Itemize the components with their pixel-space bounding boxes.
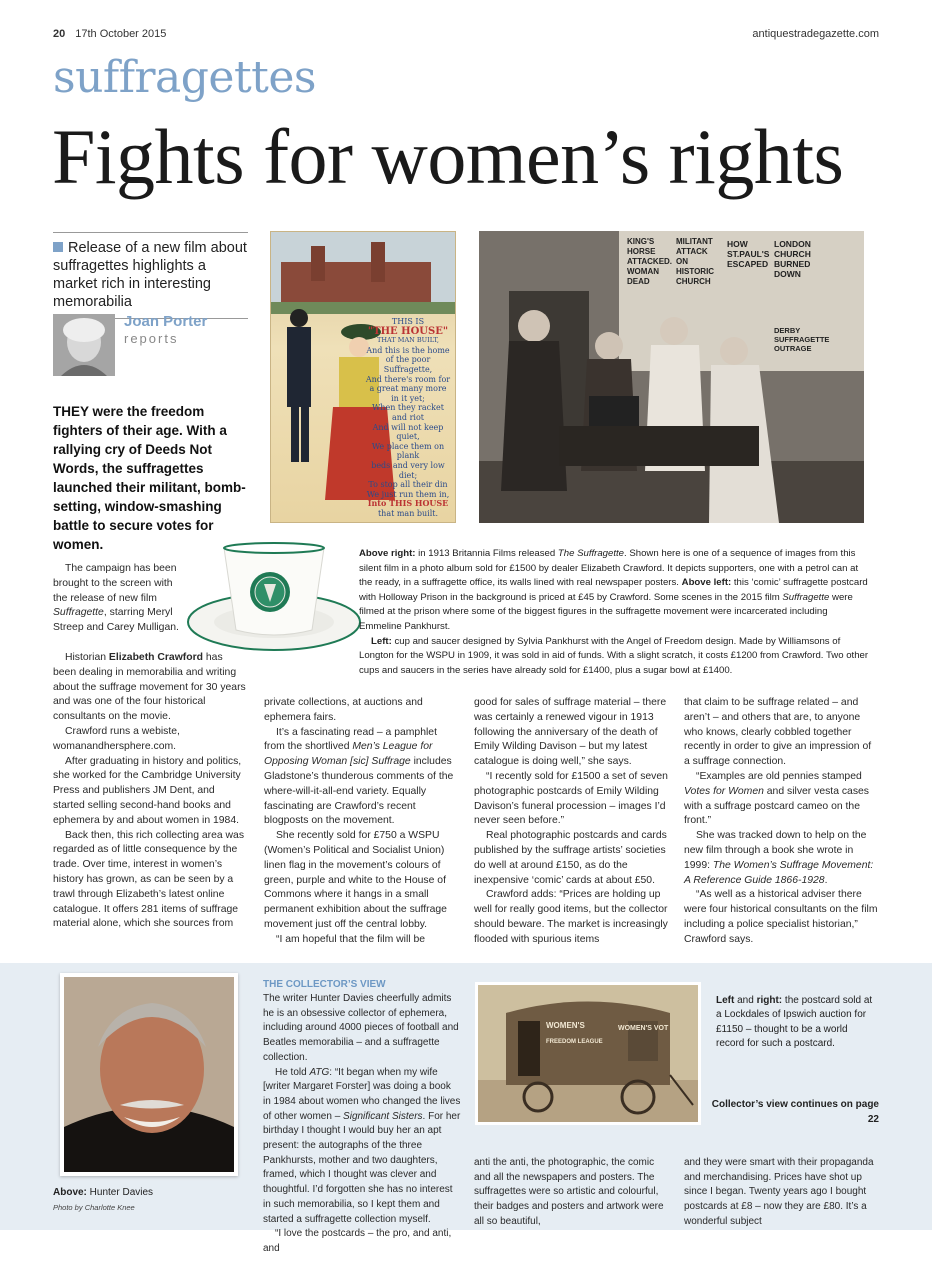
- book-title: The Women’s Suffrage Movement: A Reference Guide 1866-1928: [684, 859, 874, 886]
- body-column-4: [684, 696, 879, 948]
- intro-paragraph: THEY were the freedom fighters of their age. With a rallying cry of Deeds Not Words, the suffragettes launched their militant, bomb-setting, window-smashing battle to secure votes for women.: [53, 404, 246, 552]
- caption-label: Left: [716, 995, 735, 1006]
- author-photo: [53, 314, 115, 376]
- caravan-sign: FREEDOM LEAGUE: [546, 1039, 603, 1045]
- postcard-line: Into THIS HOUSE: [367, 498, 449, 509]
- caption-text: the postcard sold at a Lockdales of Ipswich auction for £1150 – thought to be a world record for such a postcard.: [716, 995, 873, 1050]
- body-text: The campaign has been brought to the screen with the release of new film: [53, 563, 177, 604]
- continues-on-page-link[interactable]: Collector’s view continues on page 22: [711, 1099, 879, 1125]
- caption-text: Hunter Davies: [86, 1187, 154, 1198]
- body-text: and silver vesta cases with a suffrage postcard cameo on the front.”: [684, 785, 869, 827]
- standfirst: [53, 232, 248, 319]
- caravan-sign: WOMEN'S VOT: [618, 1025, 669, 1032]
- headline: Fights for women’s rights: [52, 113, 844, 200]
- caption-text: in 1913 Britannia Films released: [415, 548, 558, 559]
- issue-date: 17th October 2015: [75, 28, 167, 40]
- collectors-view-column-2: [474, 1156, 670, 1230]
- postcard-line: And will not keep quiet,: [372, 422, 444, 442]
- body-column-3: [474, 696, 668, 948]
- newspaper-poster: HOW ST.PAUL'S ESCAPED: [727, 239, 770, 269]
- newspaper-poster: DERBY SUFFRAGETTE OUTRAGE: [774, 326, 830, 353]
- body-text: Historian: [65, 652, 109, 663]
- caption-text: and: [734, 995, 757, 1006]
- person-name: Elizabeth Crawford: [108, 652, 203, 663]
- body-paragraph: Back then, this rich collecting area was regarded as of little consequence by the trade. Over time, interest in women’s history has grown, as can be seen by a trawl through Elizabeth’s latest online catalogue. It offers 281 items of suffrage material alone, which she sources from: [53, 829, 245, 930]
- postcard-line: beds and very low diet;: [371, 460, 445, 480]
- postcard-line: We just run them in,: [366, 489, 450, 499]
- caption-text: . Shown here is one of a sequence of images from this silent film in a photo album sold for £1500 by dealer Elizabeth Crawford. It depicts supporters, one with a petrol can at the ready, in a suffragette office, its walls lined with real newspaper posters.: [359, 548, 859, 589]
- postcard-title-1: THIS IS: [391, 317, 425, 326]
- collectors-view-column-3: [684, 1156, 880, 1230]
- body-text: “Examples are old pennies stamped: [696, 770, 862, 782]
- standfirst-text: Release of a new film about suffragettes highlights a market rich in interesting memorabilia: [53, 240, 247, 310]
- body-column-1: [53, 651, 248, 932]
- body-text: It’s a fascinating read – a pamphlet from the shortlived: [264, 726, 437, 753]
- caption-label: Above left:: [681, 577, 732, 589]
- newspaper-poster: MILITANT ATTACK ON HISTORIC CHURCH: [676, 237, 715, 286]
- postcard-title-3: THAT MAN BUILT,: [377, 336, 439, 345]
- author-name: Joan Porter: [124, 313, 208, 330]
- section-kicker: suffragettes: [53, 52, 316, 103]
- postcard-line: a great many more: [369, 384, 447, 394]
- newspaper-poster: KING'S HORSE ATTACKED. WOMAN DEAD: [627, 237, 673, 286]
- body-column-1-upper: [53, 562, 248, 636]
- film-title: Suffragette: [53, 607, 104, 619]
- body-column-2: [264, 696, 458, 948]
- body-paragraph: “I recently sold for £1500 a set of seven photographic postcards of Emily Wilding Davison’s funeral procession – images I’d never seen before.”: [474, 770, 668, 827]
- postcard-line: And there's room for: [365, 374, 451, 384]
- caption-text: this ‘comic’ suffragette postcard with Holloway Prison in the background is priced at £45 by Crawford. Some scenes in the 2015 film: [359, 577, 868, 603]
- body-text: . For her birthday I thought I would buy her an apt present: the autographs of the three Pankhursts, mother and two daughters, framed, which I thought was clever and thoughtful. I’d forgotten she has no interest in such memorabilia, so I kept them and started a suffragette collection myself.: [263, 1110, 461, 1225]
- pamphlet-title: Men’s League for Opposing Woman [sic] Suffrage: [264, 741, 433, 768]
- item-name: Votes for Women: [684, 785, 764, 797]
- postcard-line: that man built.: [377, 508, 439, 518]
- body-paragraph: “As well as a historical adviser there were four historical consultants on the film including a police specialist historian,” Crawford says.: [684, 889, 878, 945]
- body-text: has been dealing in memorabilia and writing about the suffrage movement for 30 years and was one of the four historical consultants on the movie.: [53, 652, 246, 723]
- film-title: Suffragette: [782, 591, 830, 603]
- caption-label: Above:: [53, 1187, 87, 1198]
- postcard-line: of the poor Suffragette,: [383, 355, 433, 374]
- hunter-photo-caption: [53, 1187, 153, 1198]
- body-paragraph: The writer Hunter Davies cheerfully admits he is an obsessive collector of ephemera, including around 4000 pieces of football and Beatles memorabilia – and a suffragette collection.: [263, 993, 459, 1063]
- postcard-line: in it yet;: [391, 393, 425, 403]
- holloway-postcard-image: [270, 231, 456, 523]
- body-text: She was tracked down to help on the new film through a book she wrote in 1999:: [684, 830, 867, 871]
- caravan-caption: [716, 994, 876, 1052]
- body-text: : “It began when my wife [writer Margaret Forster] was doing a book in 1984 about women who changed the lives of other women –: [263, 1066, 461, 1122]
- body-paragraph: Real photographic postcards and cards published by the suffrage artists’ societies do well at around £150, as do the inexpensive ‘comic’ cards at about £50.: [474, 830, 667, 886]
- suffrage-caravan-postcard: [475, 982, 701, 1125]
- postcard-line: When they racket: [372, 403, 444, 413]
- caption-label: Above right:: [359, 548, 416, 559]
- body-text: includes Gladstone’s thunderous comments of the where-will-it-all-end variety. Equally fascinating are Crawford’s recent blogposts on the movement.: [264, 756, 454, 827]
- body-paragraph: that claim to be suffrage related – and aren’t – and others that are, to anyone who knows, clearly cobbled together recently in order to give an impression of a suffrage connection.: [684, 697, 872, 768]
- postcard-line: And this is the home: [366, 345, 450, 355]
- body-paragraph: She recently sold for £750 a WSPU (Women’s Political and Socialist Union) linen flag in the movement’s colours of green, purple and white to the House of Commons where it hangs in a small permanent exhibition about the suffrage movement just off the central lobby.: [264, 830, 447, 930]
- page-number: 20: [53, 28, 66, 40]
- newspaper-poster: LONDON CHURCH BURNED DOWN: [774, 239, 811, 279]
- film-title: The Suffragette: [557, 548, 625, 559]
- caption-text: cup and saucer designed by Sylvia Pankhurst with the Angel of Freedom design. Made by Williamsons of Longton for the WSPU in 1909, it was sold in aid of funds. With a slight scratch, it costs £1200 from Crawford. Two other cups and saucers in the series have already sold for £1400, plus a sugar bowl at £1400.: [359, 635, 869, 676]
- body-paragraph: Crawford runs a webiste, womanandhersphere.com.: [53, 725, 180, 752]
- postcard-line: and riot: [392, 412, 424, 422]
- caption-text: were filmed at the prison where some of the biggest figures in the suffragette movement were incarcerated including Emmeline Pankhurst.: [359, 591, 853, 632]
- postcard-line: To stop all their din: [368, 480, 448, 490]
- caption-label: Left:: [371, 635, 392, 647]
- website-url[interactable]: antiquestradegazette.com: [752, 28, 879, 40]
- body-paragraph: anti the anti, the photographic, the comic and all the newspapers and posters. The suffragettes were so artistic and colourful, their badges and posters and artwork were all so beautiful,: [474, 1157, 664, 1227]
- collectors-view-title: THE COLLECTOR’S VIEW: [263, 979, 386, 990]
- body-paragraph: After graduating in history and politics, she worked for the Cambridge University Press and publishers JM Dent, and started selling second-hand books and ephemera by and about women in 1984.: [53, 755, 242, 826]
- suffragette-office-photo: [479, 231, 864, 523]
- body-paragraph: and they were smart with their propaganda and merchandising. Prices have shot up since I began. Twenty years ago I bought postcards at £8 – now they are £80. It’s a wonderful subject: [684, 1157, 874, 1227]
- photo-credit: Photo by Charlotte Knee: [53, 1203, 135, 1212]
- page-header-left: [53, 28, 166, 40]
- publication-name: ATG: [309, 1066, 330, 1078]
- photo-captions: [359, 547, 869, 678]
- body-paragraph: private collections, at auctions and ephemera fairs.: [264, 697, 423, 723]
- collectors-view-column-1: [263, 992, 461, 1257]
- body-text: , starring Meryl Streep and Carey Mulligan.: [53, 607, 179, 634]
- bullet-square-icon: [53, 242, 63, 252]
- body-paragraph: “I am hopeful that the film will be: [276, 933, 426, 945]
- body-paragraph: Crawford adds: “Prices are holding up well for really good items, but the collector should beware. The market is increasingly flooded with spurious items: [474, 889, 668, 945]
- body-text: He told: [275, 1066, 310, 1078]
- postcard-line: We place them on plank: [371, 441, 445, 461]
- body-paragraph: “I love the postcards – the pro, and anti, and: [263, 1228, 452, 1254]
- caption-label: right:: [756, 995, 783, 1006]
- body-text: .: [824, 874, 828, 886]
- hunter-davies-photo: [60, 973, 238, 1176]
- author-role: reports: [124, 331, 179, 346]
- postcard-title-2: "THE HOUSE": [367, 325, 449, 337]
- book-title: Significant Sisters: [343, 1110, 423, 1122]
- body-paragraph: good for sales of suffrage material – there was certainly a renewed vigour in 1913 following the anniversary of the death of Emily Wilding Davison – but my latest catalogue is doing well,” she says.: [474, 697, 667, 768]
- caravan-sign: WOMEN'S: [546, 1021, 585, 1030]
